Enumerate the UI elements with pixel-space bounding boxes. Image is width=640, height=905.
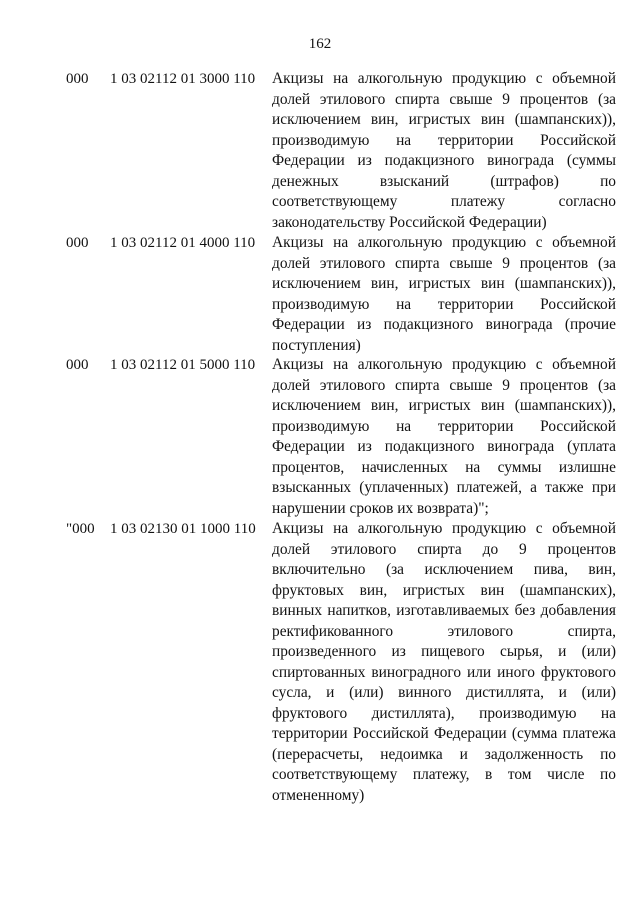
entry-description: Акцизы на алкогольную продукцию с объемной долей этилового спирта свыше 9 процентов (за исключением вин, игристых вин (шампанских)), производимую на территории Российской Федерации из подакцизного винограда (уплата процентов, начисленных на суммы излишне взысканных (уплаченных) платежей, а также при нарушении сроков их возврата)"; bbox=[272, 356, 616, 517]
kbk-code: 1 03 02112 01 3000 110 bbox=[110, 71, 256, 87]
list-item bbox=[66, 233, 616, 355]
kbk-code: 1 03 02112 01 5000 110 bbox=[110, 357, 256, 373]
admin-code: 000 bbox=[66, 71, 89, 87]
list-item bbox=[66, 69, 616, 233]
kbk-code: 1 03 02112 01 4000 110 bbox=[110, 235, 256, 251]
entry-description: Акцизы на алкогольную продукцию с объемной долей этилового спирта свыше 9 процентов (за исключением вин, игристых вин (шампанских)), производимую на территории Российской Федерации из подакцизного винограда (суммы денежных взысканий (штрафов) по соответствующему платежу согласно законодательству Российской Федерации) bbox=[272, 70, 616, 231]
page-number: 162 bbox=[308, 36, 332, 52]
admin-code: "000 bbox=[66, 521, 95, 537]
entry-description: Акцизы на алкогольную продукцию с объемной долей этилового спирта до 9 процентов включительно (за исключением пива, вин, фруктовых вин, игристых вин (шампанских), винных напитков, изготавливаемых без добавления ректификованного этилового спирта, произведенного из пищевого сырья, и (или) спиртованных виноградного или иного фруктового сусла, и (или) винного дистиллята, и (или) фруктового дистиллята), производимую на территории Российской Федерации (сумма платежа (перерасчеты, недоимка и задолженность по соответствующему платежу, в том числе по отмененному) bbox=[272, 520, 616, 804]
admin-code: 000 bbox=[66, 235, 89, 251]
list-item bbox=[66, 355, 616, 519]
list-item bbox=[66, 519, 616, 806]
admin-code: 000 bbox=[66, 357, 89, 373]
entry-description: Акцизы на алкогольную продукцию с объемной долей этилового спирта свыше 9 процентов (за исключением вин, игристых вин (шампанских)), производимую на территории Российской Федерации из подакцизного винограда (прочие поступления) bbox=[272, 234, 616, 354]
kbk-code: 1 03 02130 01 1000 110 bbox=[110, 521, 256, 537]
budget-code-list bbox=[66, 69, 616, 806]
